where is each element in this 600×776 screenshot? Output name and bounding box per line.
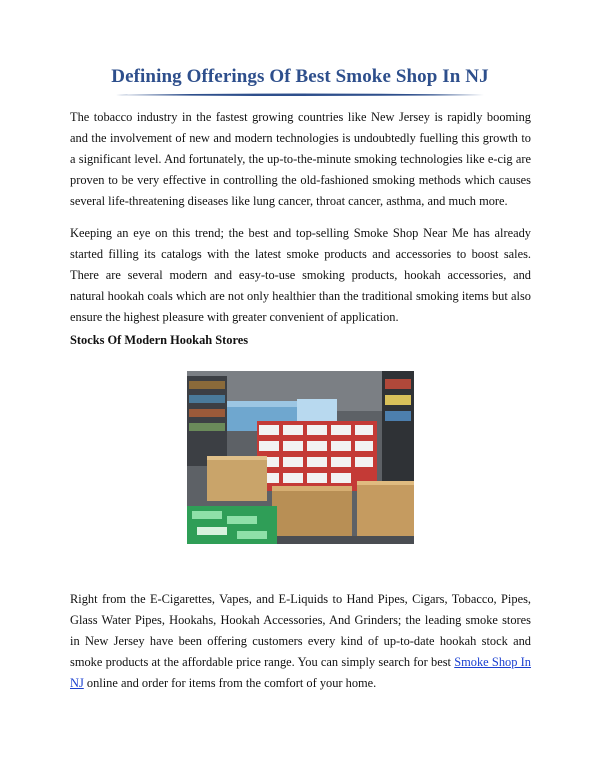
paragraph-products-text-end: online and order for items from the comfort of your home. bbox=[83, 676, 377, 690]
paragraph-intro: The tobacco industry in the fastest growing countries like New Jersey is rapidly booming and the involvement of new and modern technologies is undoubtedly fuelling this growth to a significant level. And fortunately, the up-to-the-minute smoking technologies like e-cig are proven to be very effective in controlling the old-fashioned smoking methods which causes several life-threatening diseases like lung cancer, throat cancer, asthma, and much more. bbox=[70, 110, 531, 208]
section-heading: Stocks Of Modern Hookah Stores bbox=[70, 333, 249, 347]
title-container bbox=[0, 66, 600, 88]
title-underline-graphic bbox=[116, 93, 484, 97]
store-stock-photo-illustration bbox=[187, 371, 414, 544]
title-underline bbox=[116, 93, 484, 97]
paragraph-trend: Keeping an eye on this trend; the best and top-selling Smoke Shop Near Me has already started filling its catalogs with the latest smoke products and accessories to boost sales. There are several modern and easy-to-use smoking products, hookah accessories, and natural hookah coals which are not only healthier than the traditional smoking items but also ensure the highest pleasure with greater convenient of application. bbox=[70, 226, 531, 324]
store-stock-photo bbox=[187, 371, 414, 544]
paragraph-products-text-start: Right from the E-Cigarettes, Vapes, and E-Liquids to Hand Pipes, Cigars, Tobacco, Pipes, Glass Water Pipes, Hookahs, Hookah Accessories, And Grinders; the leading smoke stores in New Jersey have been offering customers every kind of up-to-date hookah stock and smoke products at the affordable price range. You can simply search for best bbox=[70, 592, 531, 669]
paragraph-products bbox=[70, 589, 531, 694]
smoke-shop-nj-link[interactable]: Smoke Shop In NJ bbox=[70, 655, 532, 690]
page-title: Defining Offerings Of Best Smoke Shop In NJ bbox=[111, 66, 489, 87]
